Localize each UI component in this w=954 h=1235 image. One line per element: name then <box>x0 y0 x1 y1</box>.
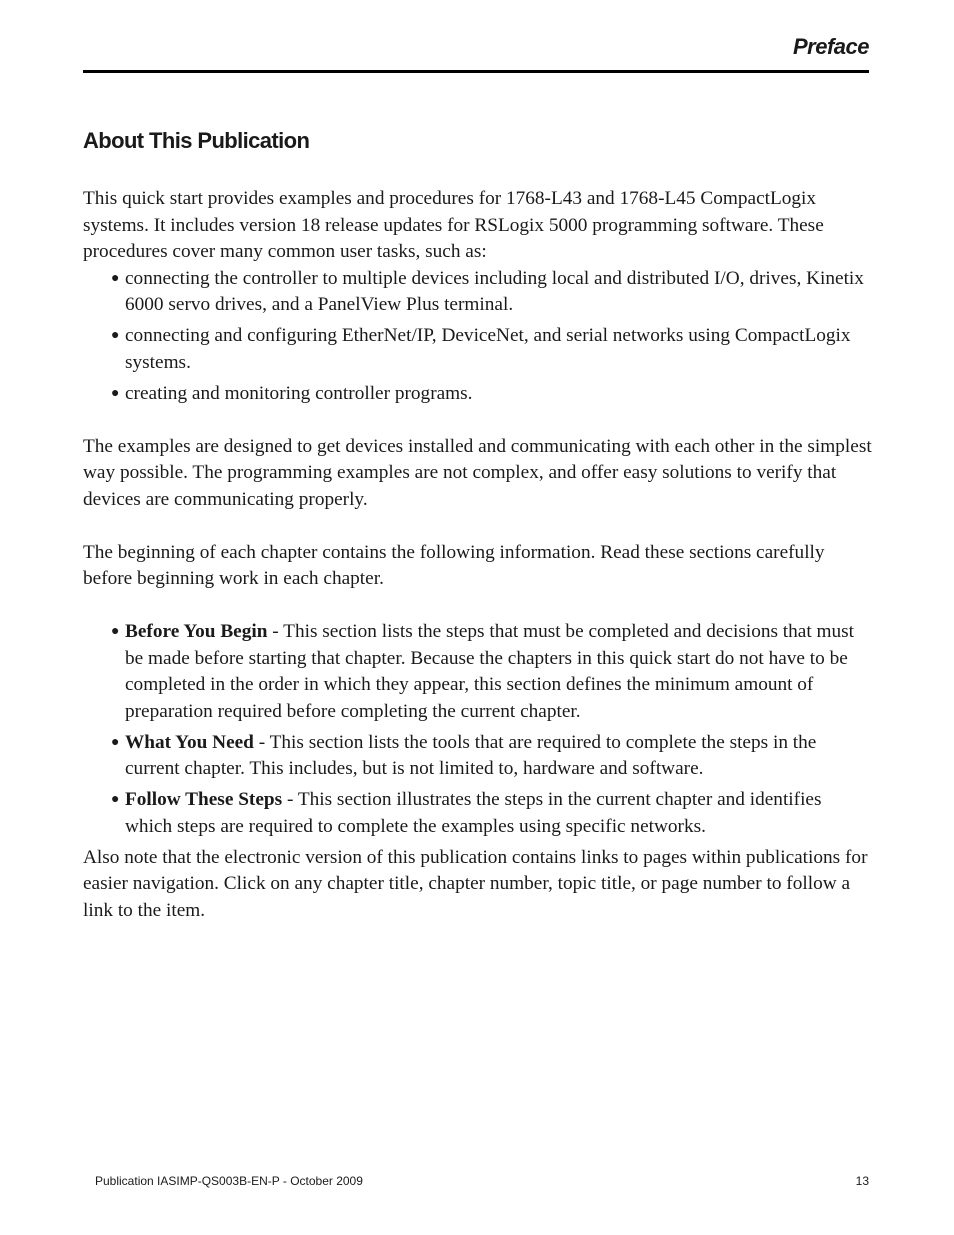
chapter-intro-paragraph: The beginning of each chapter contains the following information. Read these sections carefully before beginning work in each chapter. <box>83 541 825 589</box>
section-term: What You Need <box>125 731 254 753</box>
header-rule <box>83 70 869 73</box>
list-item: ● Before You Begin - This section lists the steps that must be completed and decisions that must be made before starting that chapter. Because the chapters in this quick start do not have to be completed in the order in which they appear, this section defines the minimum amount of preparation required before completing the current chapter. <box>111 621 855 722</box>
chapter-sections-list <box>83 619 873 840</box>
bullet-icon: ● <box>111 734 120 750</box>
list-item: ● connecting and configuring EtherNet/IP, DeviceNet, and serial networks using CompactLogix systems. <box>111 325 851 373</box>
list-item: ● connecting the controller to multiple devices including local and distributed I/O, drives, Kinetix 6000 servo drives, and a PanelView Plus terminal. <box>111 267 864 315</box>
running-header: Preface <box>792 34 869 59</box>
intro-paragraph: This quick start provides examples and procedures for 1768-L43 and 1768-L45 CompactLogix systems. It includes version 18 release updates for RSLogix 5000 programming software. These procedures cover many common user tasks, such as: <box>83 188 824 262</box>
closing-paragraph: Also note that the electronic version of this publication contains links to pages within publications for easier navigation. Click on any chapter title, chapter number, topic title, or page number to follow a link to the item. <box>83 846 868 921</box>
examples-paragraph: The examples are designed to get devices installed and communicating with each other in the simplest way possible. The programming examples are not complex, and offer easy solutions to verify that devices are communicating properly. <box>83 435 872 510</box>
footer-publication: Publication IASIMP-QS003B-EN-P - October 2009 <box>95 1174 363 1188</box>
task-list <box>83 266 873 408</box>
bullet-icon: ● <box>111 385 120 401</box>
bullet-icon: ● <box>111 328 120 343</box>
list-item: ● creating and monitoring controller programs. <box>125 381 873 408</box>
list-item: ● Follow These Steps - This section illustrates the steps in the current chapter and identifies which steps are required to complete the examples using specific networks. <box>111 789 822 837</box>
bullet-icon: ● <box>111 792 120 807</box>
section-term: Before You Begin <box>125 621 268 642</box>
page-number: 13 <box>855 1174 869 1188</box>
list-item: ● What You Need - This section lists the tools that are required to complete the steps in the current chapter. This includes, but is not limited to, hardware and software. <box>111 731 817 779</box>
bullet-icon: ● <box>111 624 120 639</box>
section-term: Follow These Steps <box>125 789 283 810</box>
body-text <box>83 186 873 924</box>
section-title: About This Publication <box>83 128 310 153</box>
bullet-icon: ● <box>111 270 120 286</box>
